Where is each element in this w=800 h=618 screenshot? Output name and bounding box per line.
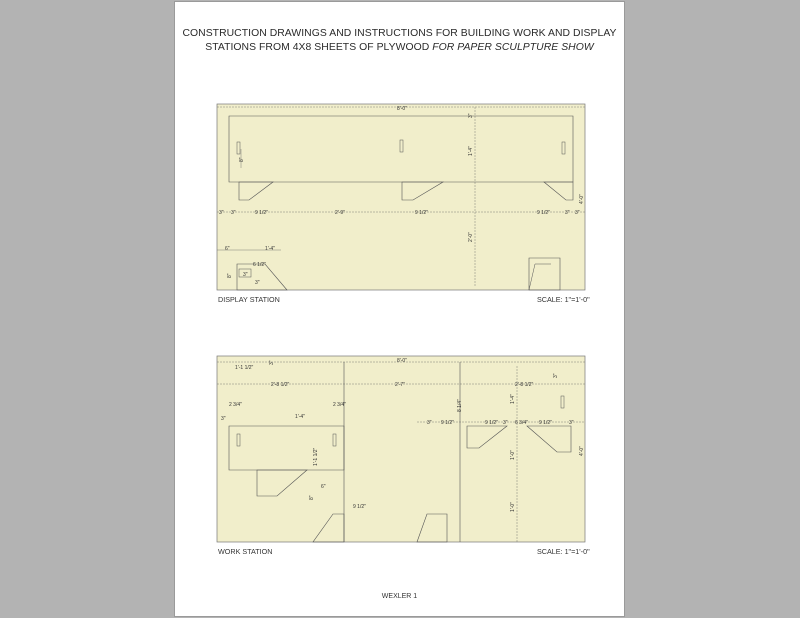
display-dim-right-edge: 3"	[575, 210, 580, 216]
display-station-drawing	[217, 104, 585, 292]
work-dim-brace-c: 9 1/2"	[353, 504, 366, 510]
display-dim-foot-d: 3"	[243, 272, 248, 278]
display-dim-right-gap: 3"	[565, 210, 570, 216]
work-dim-left-panel: 2'-8 1/2"	[271, 382, 290, 388]
title-italic-text: FOR PAPER SCULPTURE SHOW	[432, 42, 594, 53]
work-station-scale: SCALE: 1"=1'-0"	[537, 547, 590, 556]
display-dim-foot-e: 8"	[227, 273, 233, 278]
work-dim-leg-gap: 3"	[221, 416, 226, 422]
display-dim-left-gap: 3"	[231, 210, 236, 216]
display-dim-center-span: 2'-9"	[335, 210, 345, 216]
work-dim-right-c: 9 1/2"	[485, 420, 498, 426]
work-dim-leg-span: 1'-4"	[295, 414, 305, 420]
work-dim-right-f: 9 1/2"	[539, 420, 552, 426]
work-dim-center-panel: 2'-7"	[395, 382, 405, 388]
document-title-line-1: CONSTRUCTION DRAWINGS AND INSTRUCTIONS FOR BUILDING WORK AND DISPLAY	[182, 28, 617, 39]
display-dim-foot-b: 1'-4"	[265, 246, 275, 252]
work-dim-right-a: 3"	[427, 420, 432, 426]
display-dim-height: 4'-0"	[579, 194, 585, 204]
work-dim-brace-b: 6"	[321, 484, 326, 490]
work-dim-top-small: 3"	[269, 360, 275, 365]
display-dim-upper-height: 1'-4"	[468, 146, 474, 156]
display-dim-left-span: 9 1/2"	[255, 210, 268, 216]
display-dim-right-span-b: 9 1/2"	[537, 210, 550, 216]
display-dim-right-span-a: 9 1/2"	[415, 210, 428, 216]
work-dim-right-panel: 2'-8 1/2"	[515, 382, 534, 388]
work-dim-right-g: 3"	[569, 420, 574, 426]
work-dim-top-left: 1'-1 1/2"	[235, 365, 254, 371]
display-dim-width: 8'-0"	[397, 106, 407, 112]
display-dim-foot-a: 6"	[225, 246, 230, 252]
work-dim-leg-b: 2 3/4"	[333, 402, 346, 408]
document-title-line-2	[175, 42, 624, 53]
display-station-scale: SCALE: 1"=1'-0"	[537, 295, 590, 304]
work-station-drawing	[217, 356, 585, 544]
work-dim-right-b: 9 1/2"	[441, 420, 454, 426]
work-dim-vert-a: 1'-4"	[510, 394, 516, 404]
display-dim-lower-height: 2'-0"	[468, 232, 474, 242]
display-station-label: DISPLAY STATION	[218, 295, 280, 304]
work-station-label: WORK STATION	[218, 547, 273, 556]
work-dim-vert-b: 1'-0"	[510, 450, 516, 460]
work-dim-right-small: 3"	[553, 373, 559, 378]
display-plywood-sheet	[217, 104, 585, 290]
document-page	[175, 2, 624, 616]
work-dim-width: 8'-0"	[397, 358, 407, 364]
work-dim-leg-height: 1'-1 1/2"	[313, 447, 319, 466]
display-dim-slot: 8"	[239, 157, 245, 162]
display-dim-left-edge: 3"	[219, 210, 224, 216]
work-dim-right-e: 6 3/4"	[515, 420, 528, 426]
work-dim-vert-c: 1'-0"	[510, 502, 516, 512]
work-dim-brace-a: 8"	[309, 495, 315, 500]
work-dim-right-d: 3"	[503, 420, 508, 426]
work-dim-right-h: 8 1/4"	[457, 399, 463, 412]
display-dim-foot-c: 6 1/2"	[253, 262, 266, 268]
title-plain-text: STATIONS FROM 4X8 SHEETS OF PLYWOOD	[205, 42, 433, 53]
page-footer: WEXLER 1	[381, 593, 418, 600]
work-dim-leg-a: 2 3/4"	[229, 402, 242, 408]
work-dim-height: 4'-0"	[579, 446, 585, 456]
display-dim-foot-f: 3"	[255, 280, 260, 286]
display-dim-top-gap: 3"	[468, 113, 474, 118]
